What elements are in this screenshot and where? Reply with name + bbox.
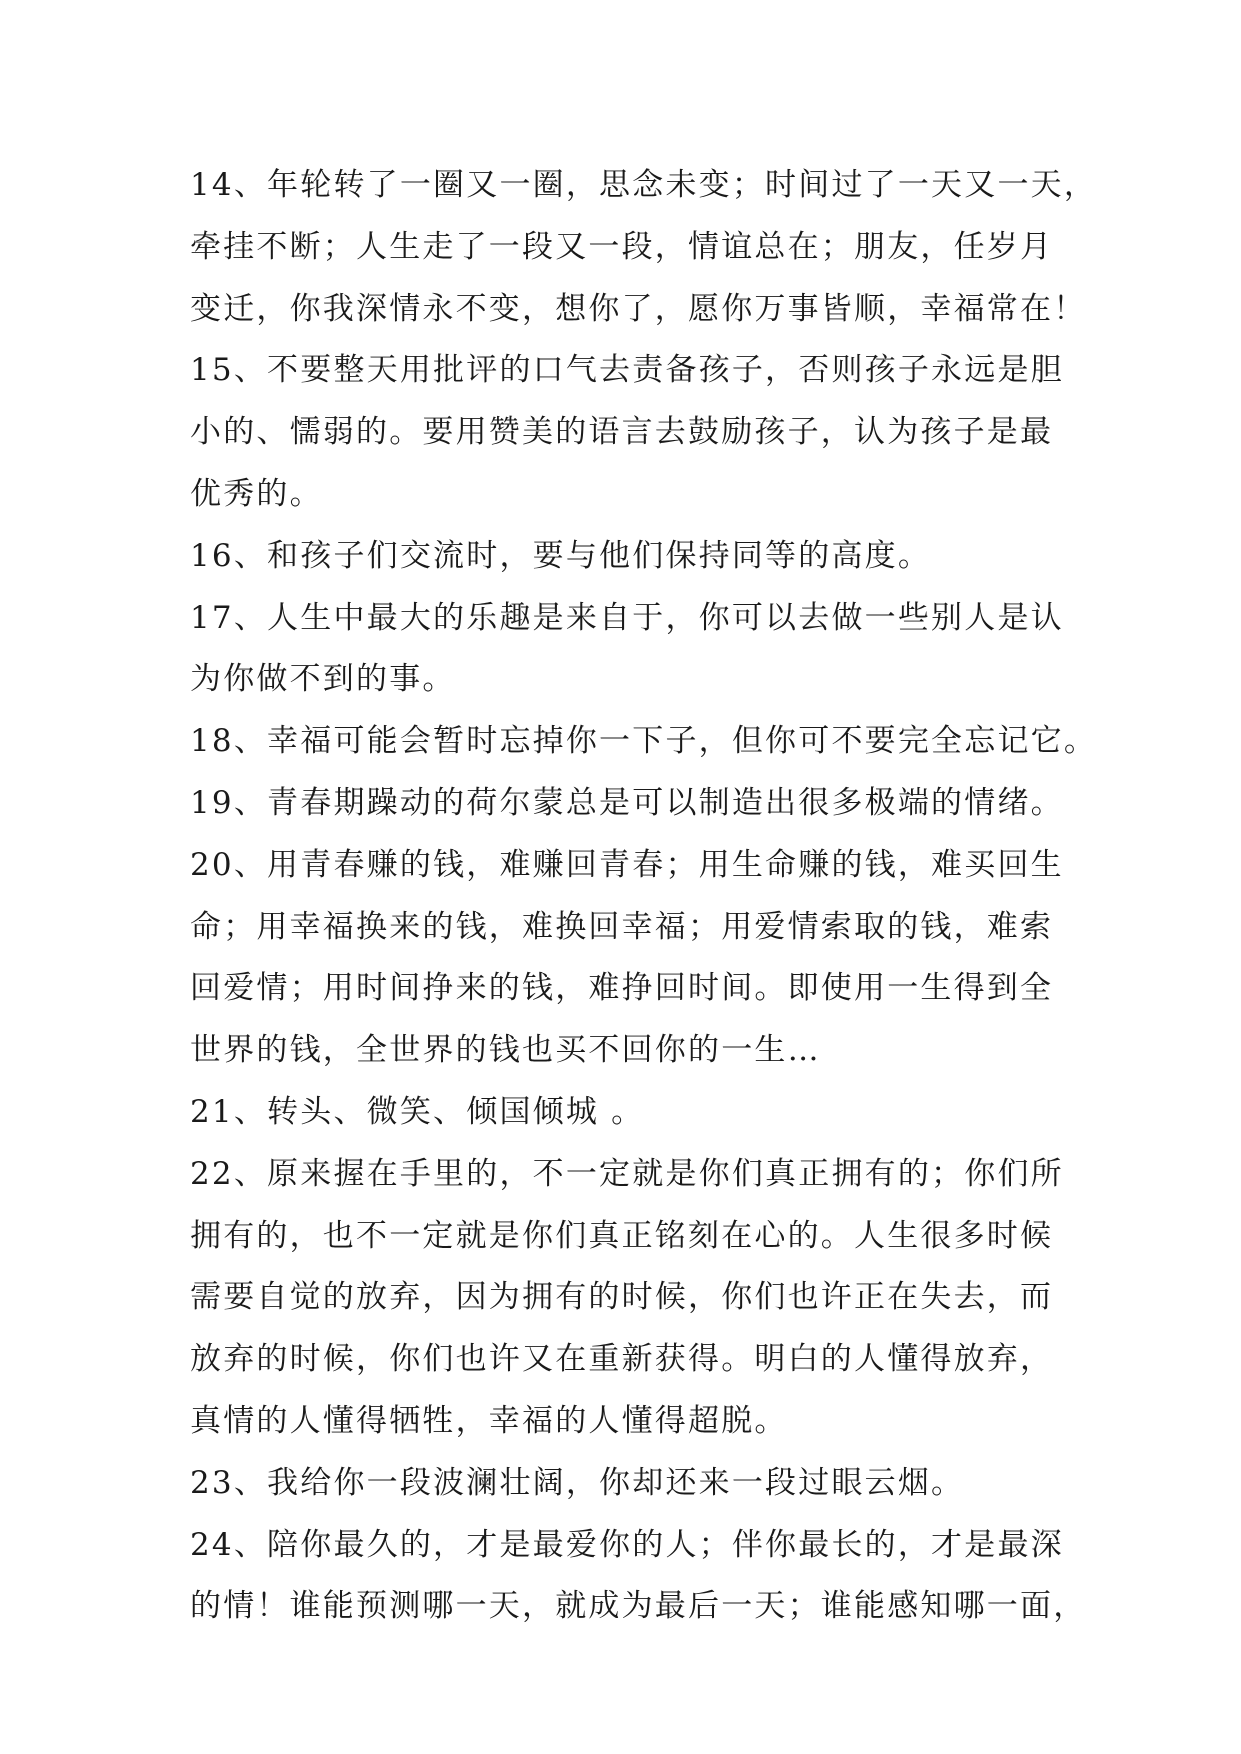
text-line: 优秀的。	[190, 475, 323, 512]
text-line: 命；用幸福换来的钱，难换回幸福；用爱情索取的钱，难索	[190, 908, 1054, 945]
text-line: 17、人生中最大的乐趣是来自于，你可以去做一些别人是认	[190, 599, 1064, 636]
text-line: 20、用青春赚的钱，难赚回青春；用生命赚的钱，难买回生	[190, 846, 1064, 883]
text-line: 24、陪你最久的，才是最爱你的人；伴你最长的，才是最深	[190, 1526, 1064, 1563]
text-line: 15、不要整天用批评的口气去责备孩子，否则孩子永远是胆	[190, 352, 1064, 389]
text-line: 牵挂不断；人生走了一段又一段，情谊总在；朋友，任岁月	[190, 228, 1054, 265]
text-line: 拥有的，也不一定就是你们真正铭刻在心的。人生很多时候	[190, 1217, 1054, 1254]
text-line: 18、幸福可能会暂时忘掉你一下子，但你可不要完全忘记它。	[190, 723, 1098, 760]
text-line: 的情！谁能预测哪一天，就成为最后一天；谁能感知哪一面，	[190, 1588, 1087, 1625]
text-line: 需要自觉的放弃，因为拥有的时候，你们也许正在失去，而	[190, 1279, 1054, 1316]
text-line: 22、原来握在手里的，不一定就是你们真正拥有的；你们所	[190, 1155, 1064, 1192]
text-line: 21、转头、微笑、倾国倾城 。	[190, 1093, 645, 1130]
text-line: 16、和孩子们交流时，要与他们保持同等的高度。	[190, 537, 932, 574]
text-line: 19、青春期躁动的荷尔蒙总是可以制造出很多极端的情绪。	[190, 784, 1064, 821]
text-line: 小的、懦弱的。要用赞美的语言去鼓励孩子，认为孩子是最	[190, 414, 1054, 451]
text-line: 为你做不到的事。	[190, 661, 456, 698]
text-line: 变迁，你我深情永不变，想你了，愿你万事皆顺，幸福常在！	[190, 290, 1087, 327]
document-body	[190, 155, 1098, 1638]
text-line: 14、年轮转了一圈又一圈，思念未变；时间过了一天又一天，	[190, 167, 1098, 203]
text-line: 回爱情；用时间挣来的钱，难挣回时间。即使用一生得到全	[190, 970, 1054, 1007]
text-line: 真情的人懂得牺牲，幸福的人懂得超脱。	[190, 1402, 788, 1439]
text-line: 23、我给你一段波澜壮阔，你却还来一段过眼云烟。	[190, 1464, 965, 1501]
text-line: 世界的钱，全世界的钱也买不回你的一生…	[190, 1032, 821, 1069]
text-line: 放弃的时候，你们也许又在重新获得。明白的人懂得放弃，	[190, 1341, 1054, 1378]
